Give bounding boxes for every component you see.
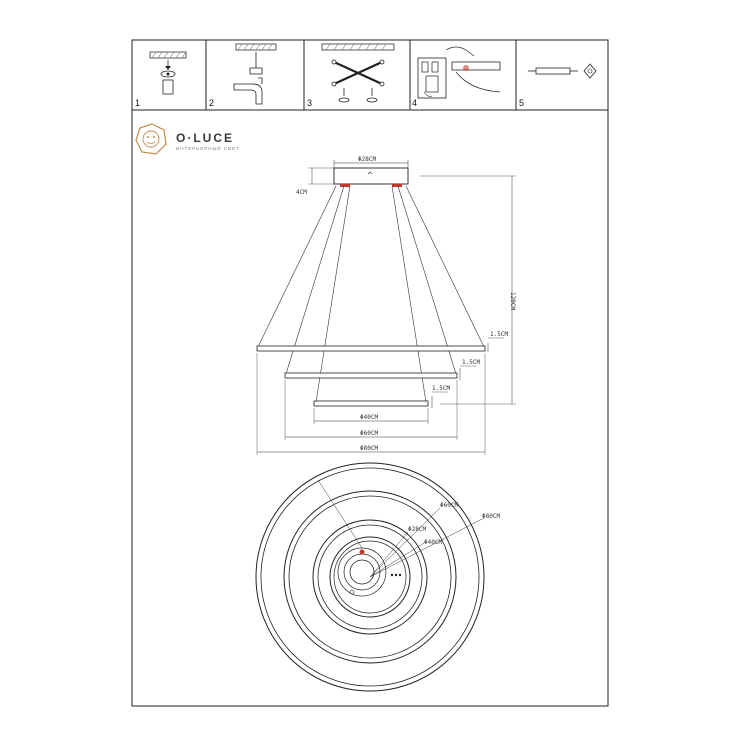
installation-steps-strip bbox=[132, 40, 608, 110]
side-view-drawing bbox=[257, 156, 516, 455]
step-1-number: 1 bbox=[135, 98, 141, 108]
dim-thickness-inner: 1.5CM bbox=[432, 385, 451, 392]
step-3-panel bbox=[307, 44, 394, 108]
top-view-drawing bbox=[256, 463, 484, 691]
dim-thickness-middle: 1.5CM bbox=[462, 359, 481, 366]
dim-canopy-diameter: Φ28CM bbox=[358, 156, 377, 163]
step-5-panel bbox=[519, 64, 596, 108]
top-dim-diameter-outer: Φ80CM bbox=[482, 513, 501, 520]
dim-diameter-inner: Φ40CM bbox=[360, 414, 379, 421]
ring-inner-side bbox=[314, 401, 428, 406]
step-1-panel bbox=[135, 52, 186, 108]
ring-middle-side bbox=[285, 373, 457, 378]
step-5-number: 5 bbox=[519, 98, 525, 108]
dim-diameter-outer: Φ80CM bbox=[360, 445, 379, 452]
step-2-number: 2 bbox=[209, 98, 215, 108]
brand-name: O·LUCE bbox=[176, 131, 234, 145]
step-3-number: 3 bbox=[307, 98, 313, 108]
step-4-panel bbox=[412, 47, 500, 108]
dim-total-height: 120CM bbox=[509, 292, 516, 311]
dim-diameter-middle: Φ60CM bbox=[360, 430, 379, 437]
step-2-panel bbox=[209, 44, 276, 108]
step-4-number: 4 bbox=[412, 98, 418, 108]
brand-logo bbox=[136, 124, 240, 154]
lion-emblem-icon bbox=[136, 124, 166, 154]
brand-tagline: ИНТЕРЬЕРНЫЙ СВЕТ bbox=[176, 146, 240, 151]
top-dim-diameter-middle: Φ60CM bbox=[440, 502, 459, 509]
dim-canopy-height: 4CM bbox=[296, 189, 307, 196]
top-dim-diameter-inner: Φ40CM bbox=[424, 539, 443, 546]
ring-outer-side bbox=[257, 346, 485, 351]
dim-thickness-outer: 1.5CM bbox=[490, 331, 509, 338]
canopy bbox=[334, 168, 408, 184]
top-dim-diameter-canopy: Φ28CM bbox=[408, 526, 427, 533]
